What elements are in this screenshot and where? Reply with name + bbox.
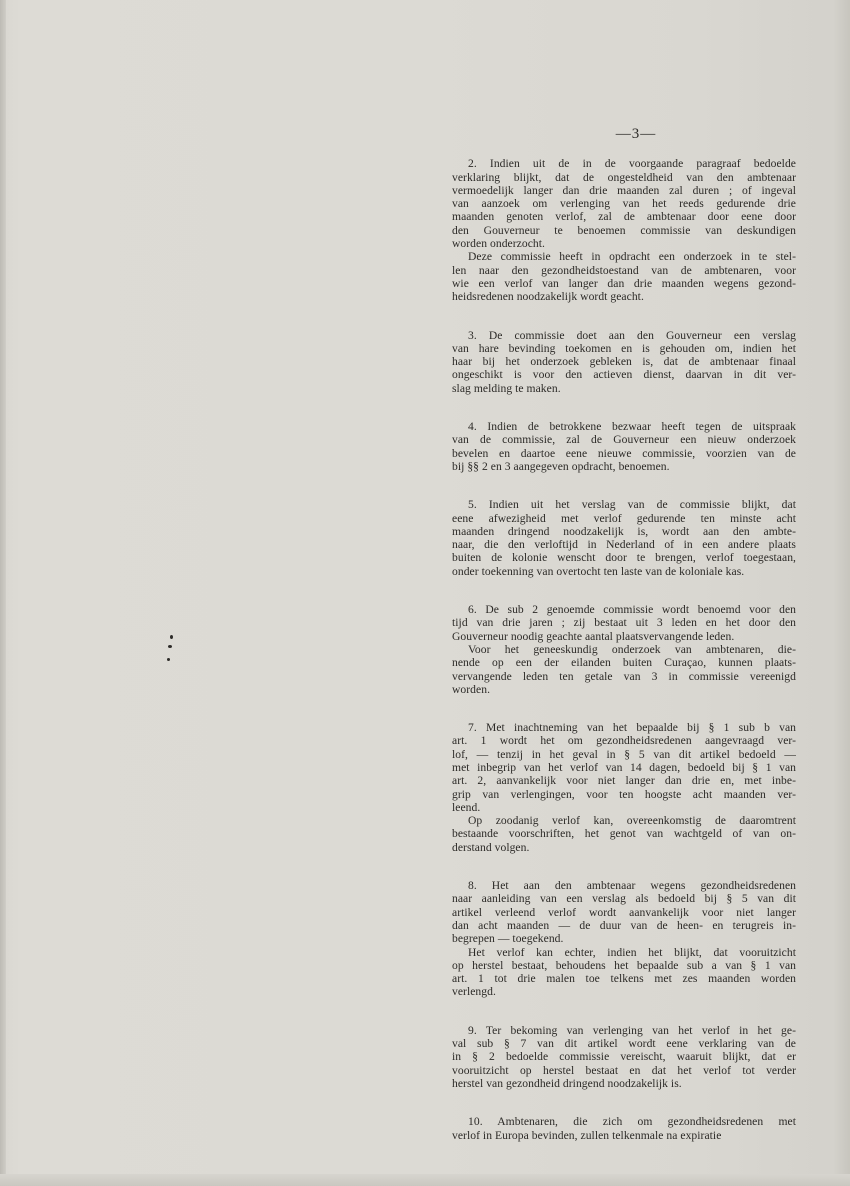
ink-speck: [170, 635, 173, 639]
text-line: lof, — tenzij in het geval in § 5 van dit artikel bedoeld —: [452, 747, 796, 761]
text-line: Deze commissie heeft in opdracht een onderzoek in te stel-: [468, 250, 796, 264]
text-line: derstand volgen.: [452, 840, 530, 854]
text-line: Voor het geneeskundig onderzoek van ambtenaren, die-: [468, 642, 796, 656]
paragraph: [452, 420, 796, 473]
paragraph: [452, 157, 796, 303]
text-line: 9. Ter bekoming van verlenging van het verlof in het ge-: [468, 1023, 796, 1037]
text-line: 4. Indien de betrokkene bezwaar heeft tegen de uitspraak: [468, 420, 796, 434]
text-line: 6. De sub 2 genoemde commissie wordt benoemd voor den: [468, 603, 796, 617]
paragraph: [452, 1024, 796, 1090]
text-line: len naar den gezondheidstoestand van de ambtenaren, voor: [452, 263, 796, 277]
page-left-edge: [0, 0, 6, 1186]
text-line: maanden dringend noodzakelijk is, wordt aan den ambte-: [452, 524, 796, 538]
text-line: den Gouverneur te benoemen commissie van deskundigen: [452, 223, 796, 237]
text-line: Gouverneur noodig geachte aantal plaatsvervangende leden.: [452, 629, 735, 643]
text-line: worden onderzocht.: [452, 237, 545, 251]
page-bottom-edge: [0, 1174, 850, 1186]
text-line: grip van verlengingen, voor ten hoogste acht maanden ver-: [452, 787, 796, 801]
text-line: art. 1 tot drie malen toe telkens met zes maanden worden: [452, 972, 796, 986]
page-right-edge: [832, 0, 850, 1186]
text-line: art. 1 wordt het om gezondheidsredenen aangevraagd ver-: [452, 734, 796, 748]
text-line: bij §§ 2 en 3 aangegeven opdracht, benoemen.: [452, 459, 670, 473]
text-line: herstel van gezondheid dringend noodzakelijk is.: [452, 1076, 682, 1090]
text-line: vooruitzicht op herstel bestaat en dat het verlof tot verder: [452, 1063, 796, 1077]
text-line: 8. Het aan den ambtenaar wegens gezondheidsredenen: [468, 879, 796, 893]
text-line: dan acht maanden — de duur van de heen- en terugreis in-: [452, 918, 796, 932]
text-line: in § 2 bedoelde commissie vereischt, waaruit blijkt, dat er: [452, 1050, 796, 1064]
text-line: 2. Indien uit de in de voorgaande paragraaf bedoelde: [468, 157, 796, 171]
text-line: bestaande voorschriften, het genot van wachtgeld of van on-: [452, 827, 796, 841]
text-line: art. 2, aanvankelijk voor niet langer dan drie en, met inbe-: [452, 774, 796, 788]
text-line: leend.: [452, 800, 481, 814]
text-line: begrepen — toegekend.: [452, 932, 564, 946]
text-line: worden.: [452, 682, 491, 696]
text-line: artikel verleend verlof wordt aanvankelijk voor niet langer: [452, 905, 796, 919]
text-line: maanden genoten verlof, zal de ambtenaar door eene door: [452, 210, 796, 224]
text-line: naar aanleiding van een verslag als bedoeld bij § 5 van dit: [452, 892, 796, 906]
text-line: slag melding te maken.: [452, 381, 561, 395]
text-line: Op zoodanig verlof kan, overeenkomstig de daaromtrent: [468, 814, 796, 828]
paragraph: [452, 1115, 796, 1142]
text-line: 10. Ambtenaren, die zich om gezondheidsredenen met: [468, 1115, 796, 1129]
text-line: van de commissie, zal de Gouverneur een nieuw onderzoek: [452, 433, 796, 447]
text-line: met inbegrip van het verlof van 14 dagen, bedoeld bij § 1 van: [452, 760, 796, 774]
paragraph: [452, 721, 796, 854]
text-line: haar bij het onderzoek gebleken is, dat de ambtenaar finaal: [452, 355, 796, 369]
text-line: nende op een der eilanden buiten Curaçao, kunnen plaats-: [452, 656, 796, 670]
text-line: naar, die den verloftijd in Nederland of in een andere plaats: [452, 538, 796, 552]
ink-speck: [167, 658, 170, 661]
text-line: eene afwezigheid met verlof gedurende ten minste acht: [452, 511, 796, 525]
text-line: 3. De commissie doet aan den Gouverneur een verslag: [468, 328, 796, 342]
text-line: 7. Met inachtneming van het bepaalde bij § 1 sub b van: [468, 721, 796, 735]
text-line: Het verlof kan echter, indien het blijkt, dat vooruitzicht: [468, 945, 796, 959]
text-line: val sub § 7 van dit artikel wordt eene verklaring van de: [452, 1037, 796, 1051]
paragraph-list: [452, 157, 796, 1142]
text-line: buiten de kolonie wenscht door te brengen, verlof toegestaan,: [452, 551, 796, 565]
text-line: wie een verlof van langer dan drie maanden wegens gezond-: [452, 276, 796, 290]
page-number: —3—: [615, 126, 657, 142]
text-line: verklaring blijkt, dat de ongesteldheid van den ambtenaar: [452, 170, 796, 184]
text-line: verlof in Europa bevinden, zullen telkenmale na expiratie: [452, 1128, 722, 1142]
text-line: heidsredenen noodzakelijk wordt geacht.: [452, 290, 644, 304]
text-line: bevelen en daartoe eene nieuwe commissie, voorzien van de: [452, 446, 796, 460]
paragraph: [452, 498, 796, 578]
text-line: verlengd.: [452, 985, 496, 999]
text-line: vermoedelijk langer dan drie maanden zal duren ; of ingeval: [452, 183, 796, 197]
text-column: [452, 128, 796, 1167]
text-line: tijd van drie jaren ; zij bestaat uit 3 leden en het door den: [452, 616, 796, 630]
paragraph: [452, 879, 796, 999]
text-line: 5. Indien uit het verslag van de commissie blijkt, dat: [468, 498, 796, 512]
paragraph: [452, 329, 796, 395]
text-line: van aanzoek om verlenging van het reeds gedurende drie: [452, 197, 796, 211]
paragraph: [452, 603, 796, 696]
text-line: vervangende leden ten getale van 3 in commissie vereenigd: [452, 669, 796, 683]
text-line: op herstel bestaat, behoudens het bepaalde sub a van § 1 van: [452, 958, 796, 972]
text-line: onder toekenning van overtocht ten laste van de koloniale kas.: [452, 564, 745, 578]
ink-speck: [168, 645, 172, 648]
text-line: van hare bevinding toekomen en is gehouden om, indien het: [452, 341, 796, 355]
text-line: ongeschikt is voor den actieven dienst, daarvan in dit ver-: [452, 368, 796, 382]
